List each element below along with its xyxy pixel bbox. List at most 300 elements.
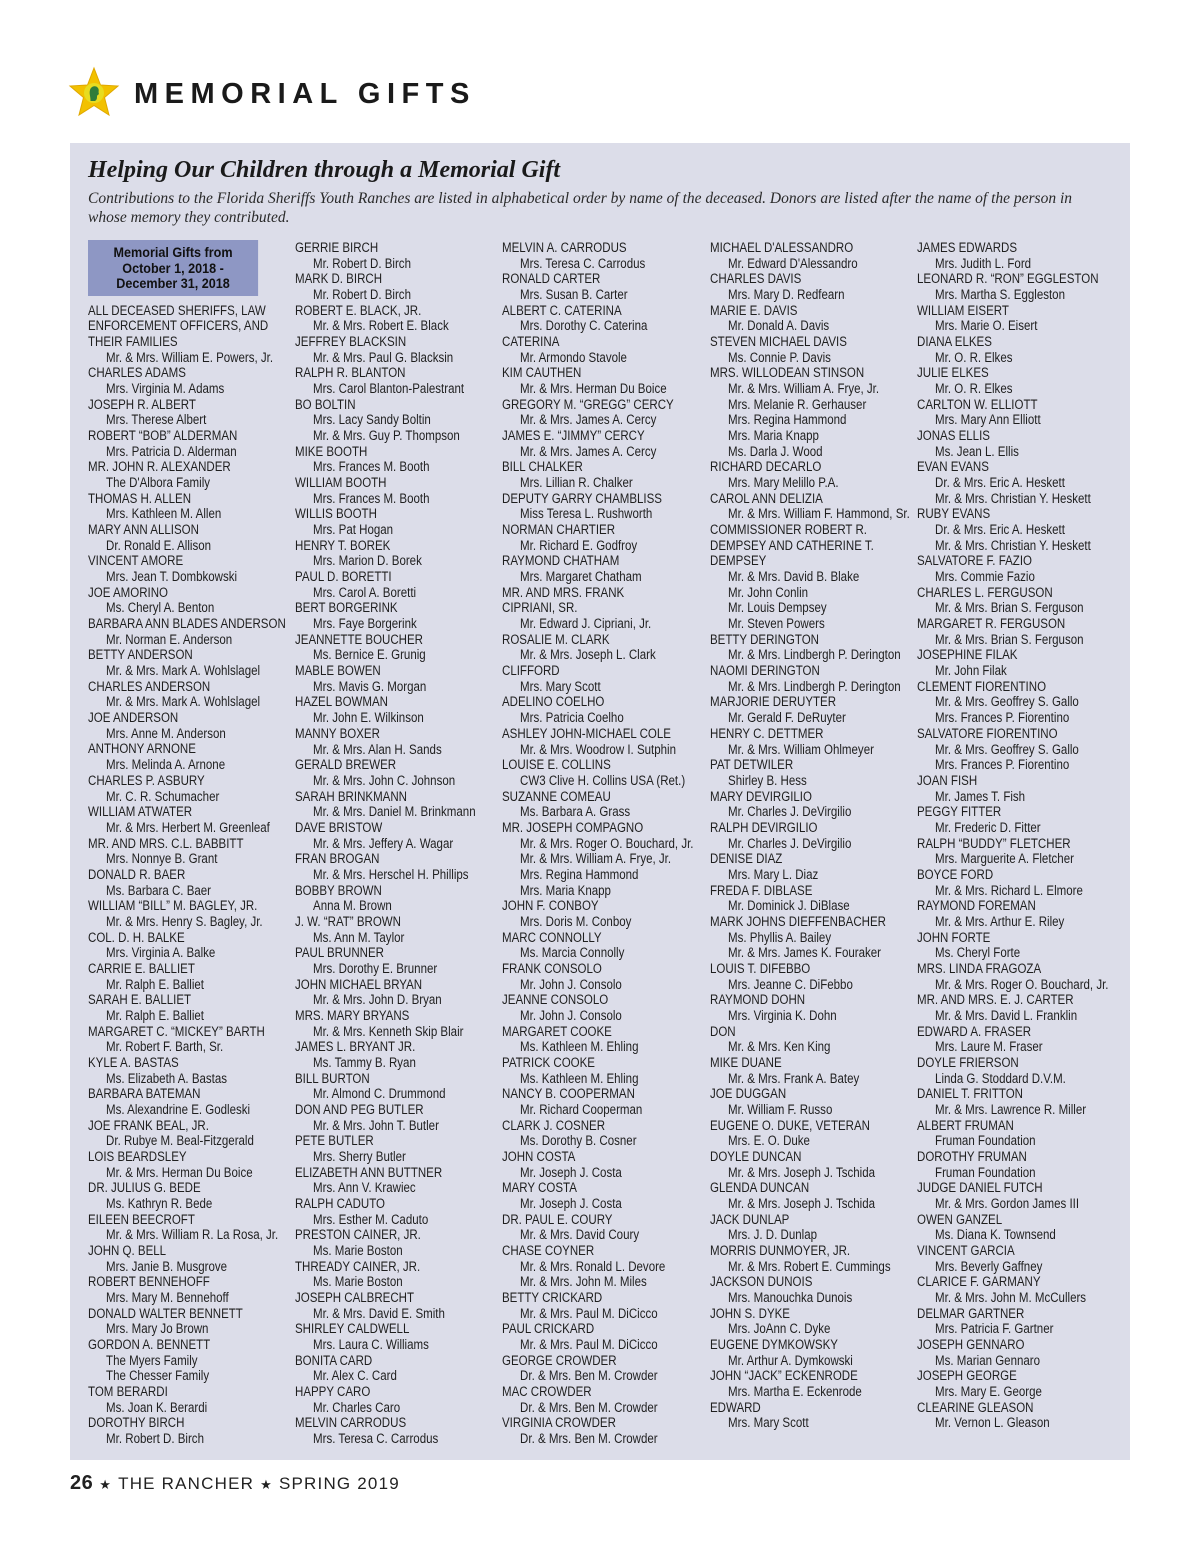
donor-name: Mrs. Mary Ann Elliott: [935, 412, 1041, 428]
donor-name: Dr. & Mrs. Ben M. Crowder: [520, 1431, 658, 1447]
deceased-name: PAT DETWILER: [710, 757, 794, 773]
deceased-name: J. W. “RAT” BROWN: [295, 913, 401, 929]
donor-name: Mr. & Mrs. John T. Butler: [313, 1117, 439, 1133]
deceased-name: STEVEN MICHAEL DAVIS: [710, 334, 847, 350]
deceased-name: CIPRIANI, SR.: [502, 600, 578, 616]
donor-name: Mrs. Melanie R. Gerhauser: [728, 396, 867, 412]
deceased-name: MRS. LINDA FRAGOZA: [917, 960, 1042, 976]
donor-name: Mr. Alex C. Card: [313, 1368, 397, 1384]
donor-name: Mr. & Mrs. Herman Du Boice: [520, 381, 667, 397]
donor-name: Mr. Robert F. Barth, Sr.: [106, 1039, 224, 1055]
donor-name: Ms. Elizabeth A. Bastas: [106, 1070, 228, 1086]
donor-name: Mrs. Frances M. Booth: [313, 490, 430, 506]
deceased-name: MELVIN A. CARRODUS: [502, 240, 627, 255]
deceased-name: JOE ANDERSON: [88, 710, 179, 726]
donor-name: Mrs. Lillian R. Chalker: [520, 475, 633, 491]
donor-name: Mrs. Carol A. Boretti: [313, 584, 417, 600]
donor-name: Mr. & Mrs. Gordon James III: [935, 1195, 1080, 1211]
donor-name: Mrs. J. D. Dunlap: [728, 1227, 818, 1243]
donor-name: Mr. Edward J. Cipriani, Jr.: [520, 616, 652, 632]
deceased-name: DOROTHY FRUMAN: [917, 1148, 1027, 1164]
memorial-column-4: [710, 240, 908, 1431]
deceased-name: DENISE DIAZ: [710, 851, 783, 867]
deceased-name: SALVATORE FIORENTINO: [917, 725, 1058, 741]
donor-name: Mrs. Marguerite A. Fletcher: [935, 851, 1074, 867]
donor-name: Mr. & Mrs. Ronald L. Devore: [520, 1258, 666, 1274]
deceased-name: WILLIAM BOOTH: [295, 475, 387, 491]
donor-name: Mrs. Janie B. Musgrove: [106, 1258, 228, 1274]
deceased-name: CHARLES ANDERSON: [88, 678, 211, 694]
deceased-name: ASHLEY JOHN-MICHAEL COLE: [502, 725, 671, 741]
deceased-name: BETTY ANDERSON: [88, 647, 193, 663]
donor-name: Mrs. Commie Fazio: [935, 569, 1035, 585]
donor-name: Ms. Barbara A. Grass: [520, 804, 631, 820]
donor-name: Mr. William F. Russo: [728, 1101, 833, 1117]
donor-name: Mr. Richard Cooperman: [520, 1101, 643, 1117]
deceased-name: RALPH R. BLANTON: [295, 365, 406, 381]
donor-name: Mr. & Mrs. Paul G. Blacksin: [313, 349, 454, 365]
deceased-name: JACK DUNLAP: [710, 1211, 790, 1227]
deceased-name: DEMPSEY: [710, 553, 767, 569]
donor-name: Mrs. JoAnn C. Dyke: [728, 1321, 831, 1337]
deceased-name: JOAN FISH: [917, 772, 978, 788]
donor-name: Ms. Marie Boston: [313, 1274, 403, 1290]
donor-name: Ms. Dorothy B. Cosner: [520, 1133, 637, 1149]
donor-name: Mr. & Mrs. Richard L. Elmore: [935, 882, 1083, 898]
deceased-name: ANTHONY ARNONE: [88, 741, 196, 757]
donor-name: Mrs. Patricia Coelho: [520, 710, 624, 726]
donor-name: Ms. Alexandrine E. Godleski: [106, 1101, 251, 1117]
donor-name: Mr. Robert D. Birch: [106, 1431, 204, 1447]
donor-name: Ms. Bernice E. Grunig: [313, 647, 426, 663]
deceased-name: CARLTON W. ELLIOTT: [917, 396, 1038, 412]
date-range-line: October 1, 2018 -: [122, 259, 224, 276]
donor-name: Mr. & Mrs. Kenneth Skip Blair: [313, 1023, 464, 1039]
donor-name: Mrs. Kathleen M. Allen: [106, 506, 222, 522]
memorial-column-1: [88, 240, 286, 1447]
donor-name: Mr. & Mrs. Ken King: [728, 1039, 831, 1055]
donor-name: Mrs. Anne M. Anderson: [106, 725, 226, 741]
deceased-name: DONALD WALTER BENNETT: [88, 1305, 243, 1321]
deceased-name: SARAH E. BALLIET: [88, 992, 192, 1008]
donor-name: Mrs. Manouchka Dunois: [728, 1290, 853, 1306]
deceased-name: DANIEL T. FRITTON: [917, 1086, 1024, 1102]
deceased-name: JULIE ELKES: [917, 365, 989, 381]
deceased-name: CLEMENT FIORENTINO: [917, 678, 1047, 694]
donor-name: Mr. & Mrs. Lawrence R. Miller: [935, 1101, 1087, 1117]
deceased-name: THREADY CAINER, JR.: [295, 1258, 421, 1274]
donor-name: Mr. & Mrs. Geoffrey S. Gallo: [935, 694, 1079, 710]
donor-name: Mr. & Mrs. William Ohlmeyer: [728, 741, 874, 757]
deceased-name: RONALD CARTER: [502, 271, 601, 287]
donor-name: Fruman Foundation: [935, 1164, 1036, 1180]
donor-name: Mr. & Mrs. Herschel H. Phillips: [313, 866, 469, 882]
donor-name: Mr. & Mrs. John C. Johnson: [313, 772, 456, 788]
deceased-name: BARBARA ANN BLADES ANDERSON: [88, 616, 286, 632]
donor-name: Mr. & Mrs. Henry S. Bagley, Jr.: [106, 913, 263, 929]
donor-name: Mr. & Mrs. Herman Du Boice: [106, 1164, 253, 1180]
donor-name: Mr. & Mrs. Joseph L. Clark: [520, 647, 656, 663]
deceased-name: ALBERT FRUMAN: [917, 1117, 1014, 1133]
donor-name: Mr. & Mrs. Joseph J. Tschida: [728, 1195, 876, 1211]
deceased-name: VINCENT GARCIA: [917, 1243, 1015, 1258]
deceased-name: DR. PAUL E. COURY: [502, 1211, 613, 1227]
donor-name: Mrs. Teresa C. Carrodus: [520, 255, 646, 271]
donor-name: Mrs. Mary Melillo P.A.: [728, 475, 839, 491]
donor-name: Mr. Norman E. Anderson: [106, 631, 233, 647]
deceased-name: ALL DECEASED SHERIFFS, LAW: [88, 302, 266, 318]
donor-name: Mrs. Melinda A. Arnone: [106, 757, 226, 773]
donor-name: Mrs. Mary Scott: [728, 1415, 809, 1431]
donor-name: Mr. & Mrs. Daniel M. Brinkmann: [313, 804, 476, 820]
deceased-name: GREGORY M. “GREGG” CERCY: [502, 396, 674, 412]
donor-name: Ms. Kathleen M. Ehling: [520, 1070, 639, 1086]
donor-name: Mrs. Virginia M. Adams: [106, 381, 225, 397]
deceased-name: BARBARA BATEMAN: [88, 1086, 201, 1102]
deceased-name: HENRY T. BOREK: [295, 537, 391, 553]
donor-name: Mr. & Mrs. Alan H. Sands: [313, 741, 442, 757]
deceased-name: ELIZABETH ANN BUTTNER: [295, 1164, 443, 1180]
deceased-name: JOSEPHINE FILAK: [917, 647, 1018, 663]
deceased-name: JOHN COSTA: [502, 1148, 576, 1164]
donor-name: Mr. & Mrs. John D. Bryan: [313, 992, 442, 1008]
donor-name: Mr. Charles J. DeVirgilio: [728, 835, 852, 851]
deceased-name: CHARLES L. FERGUSON: [917, 584, 1053, 600]
deceased-name: MARC CONNOLLY: [502, 929, 602, 945]
deceased-name: CLIFFORD: [502, 663, 560, 679]
deceased-name: SARAH BRINKMANN: [295, 788, 407, 804]
deceased-name: JOHN “JACK” ECKENRODE: [710, 1368, 858, 1384]
donor-name: Mr. & Mrs. James A. Cercy: [520, 412, 657, 428]
deceased-name: MARGARET COOKE: [502, 1023, 612, 1039]
donor-name: Mrs. Laura C. Williams: [313, 1337, 429, 1353]
deceased-name: JAMES EDWARDS: [917, 240, 1018, 255]
deceased-name: RALPH DEVIRGILIO: [710, 819, 818, 835]
deceased-name: LOUIS T. DIFEBBO: [710, 960, 811, 976]
deceased-name: MARGARET R. FERGUSON: [917, 616, 1066, 632]
page-title: MEMORIAL GIFTS: [134, 78, 476, 110]
deceased-name: MR. AND MRS. E. J. CARTER: [917, 992, 1074, 1008]
donor-name: Mrs. Laure M. Fraser: [935, 1039, 1043, 1055]
deceased-name: JEFFREY BLACKSIN: [295, 334, 407, 350]
deceased-name: EDWARD A. FRASER: [917, 1023, 1032, 1039]
deceased-name: MANNY BOXER: [295, 725, 380, 741]
donor-name: Mr. & Mrs. James K. Fouraker: [728, 945, 882, 961]
donor-name: Mrs. Esther M. Caduto: [313, 1211, 429, 1227]
donor-name: Ms. Kathryn R. Bede: [106, 1195, 213, 1211]
donor-name: Mr. Frederic D. Fitter: [935, 819, 1041, 835]
deceased-name: JAMES L. BRYANT JR.: [295, 1039, 416, 1055]
deceased-name: EUGENE DYMKOWSKY: [710, 1337, 838, 1353]
donor-name: Ms. Darla J. Wood: [728, 443, 823, 459]
deceased-name: DEMPSEY AND CATHERINE T.: [710, 537, 874, 553]
deceased-name: VIRGINIA CROWDER: [502, 1415, 616, 1431]
deceased-name: DON AND PEG BUTLER: [295, 1101, 424, 1117]
donor-name: Mr. & Mrs. Brian S. Ferguson: [935, 631, 1084, 647]
donor-name: Mr. & Mrs. Robert E. Cummings: [728, 1258, 891, 1274]
donor-name: Mrs. Regina Hammond: [520, 866, 639, 882]
donor-name: CW3 Clive H. Collins USA (Ret.): [520, 772, 686, 788]
deceased-name: SUZANNE COMEAU: [502, 788, 611, 804]
memorial-column-5: [917, 240, 1115, 1431]
donor-name: Mr. Ralph E. Balliet: [106, 976, 204, 992]
deceased-name: EUGENE O. DUKE, VETERAN: [710, 1117, 870, 1133]
intro-paragraph: Contributions to the Florida Sheriffs Youth Ranches are listed in alphabetical order by name of the deceased. Donors are listed after the name of the person in whose memory they contributed.: [88, 190, 1073, 226]
donor-name: Mrs. Mary M. Bennehoff: [106, 1290, 229, 1305]
donor-name: Mr. Vernon L. Gleason: [935, 1415, 1050, 1431]
donor-name: Mr. & Mrs. Guy P. Thompson: [313, 428, 460, 444]
deceased-name: PRESTON CAINER, JR.: [295, 1227, 421, 1243]
deceased-name: CARRIE E. BALLIET: [88, 960, 195, 976]
donor-name: Mrs. Mavis G. Morgan: [313, 678, 427, 694]
donor-name: Ms. Marian Gennaro: [935, 1352, 1041, 1368]
donor-name: Mr. & Mrs. David Coury: [520, 1227, 640, 1243]
donor-name: Mr. & Mrs. Lindbergh P. Derington: [728, 678, 901, 694]
deceased-name: JOHN FORTE: [917, 929, 991, 945]
donor-name: Ms. Kathleen M. Ehling: [520, 1039, 639, 1055]
deceased-name: MORRIS DUNMOYER, JR.: [710, 1243, 851, 1258]
donor-name: Ms. Marie Boston: [313, 1243, 403, 1258]
deceased-name: DOYLE DUNCAN: [710, 1148, 802, 1164]
donor-name: Mr. & Mrs. Mark A. Wohlslagel: [106, 694, 261, 710]
deceased-name: JOE FRANK BEAL, JR.: [88, 1117, 209, 1133]
deceased-name: CHARLES DAVIS: [710, 271, 802, 287]
deceased-name: DEPUTY GARRY CHAMBLISS: [502, 490, 663, 506]
deceased-name: LOIS BEARDSLEY: [88, 1148, 187, 1164]
deceased-name: SHIRLEY CALDWELL: [295, 1321, 410, 1337]
deceased-name: GERALD BREWER: [295, 757, 397, 773]
donor-name: Mrs. Pat Hogan: [313, 522, 394, 538]
deceased-name: ROSALIE M. CLARK: [502, 631, 610, 647]
deceased-name: ROBERT E. BLACK, JR.: [295, 302, 422, 318]
deceased-name: RAYMOND DOHN: [710, 992, 806, 1008]
donor-name: Ms. Tammy B. Ryan: [313, 1054, 416, 1070]
deceased-name: RAYMOND CHATHAM: [502, 553, 620, 569]
deceased-name: ADELINO COELHO: [502, 694, 605, 710]
donor-name: Mr. & Mrs. Lindbergh P. Derington: [728, 647, 901, 663]
deceased-name: MARY DEVIRGILIO: [710, 788, 812, 804]
donor-name: Mrs. Jeanne C. DiFebbo: [728, 976, 853, 992]
deceased-name: GERRIE BIRCH: [295, 240, 379, 255]
page-number: 26: [70, 1472, 94, 1494]
deceased-name: DIANA ELKES: [917, 334, 992, 350]
donor-name: Mrs. Martha S. Eggleston: [935, 287, 1065, 303]
deceased-name: RUBY EVANS: [917, 506, 991, 522]
deceased-name: CHARLES ADAMS: [88, 365, 186, 381]
star-separator-icon: ★: [260, 1477, 273, 1492]
deceased-name: ALBERT C. CATERINA: [502, 302, 622, 318]
donor-name: Mr. Robert D. Birch: [313, 255, 411, 271]
deceased-name: GORDON A. BENNETT: [88, 1337, 211, 1353]
donor-name: Mr. & Mrs. Roger O. Bouchard, Jr.: [520, 835, 694, 851]
deceased-name: JEANNE CONSOLO: [502, 992, 609, 1008]
donor-name: Mr. & Mrs. Paul M. DiCicco: [520, 1337, 658, 1353]
deceased-name: KYLE A. BASTAS: [88, 1054, 179, 1070]
donor-name: Mr. Dominick J. DiBlase: [728, 898, 850, 914]
donor-name: Shirley B. Hess: [728, 772, 807, 788]
donor-name: Ms. Barbara C. Baer: [106, 882, 212, 898]
deceased-name: MR. AND MRS. FRANK: [502, 584, 625, 600]
deceased-name: COMMISSIONER ROBERT R.: [710, 522, 867, 538]
donor-name: Ms. Ann M. Taylor: [313, 929, 405, 945]
deceased-name: RALPH “BUDDY” FLETCHER: [917, 835, 1071, 851]
donor-name: Mr. Edward D'Alessandro: [728, 255, 858, 271]
donor-name: Ms. Phyllis A. Bailey: [728, 929, 832, 945]
donor-name: Mr. & Mrs. James A. Cercy: [520, 443, 657, 459]
donor-name: Mrs. Dorothy E. Brunner: [313, 960, 438, 976]
donor-name: Mrs. Dorothy C. Caterina: [520, 318, 648, 334]
deceased-name: MARGARET C. “MICKEY” BARTH: [88, 1023, 265, 1039]
donor-name: Dr. Rubye M. Beal-Fitzgerald: [106, 1133, 254, 1149]
deceased-name: JOSEPH GEORGE: [917, 1368, 1017, 1384]
deceased-name: HAPPY CARO: [295, 1384, 371, 1400]
donor-name: Mrs. Frances P. Fiorentino: [935, 710, 1070, 726]
donor-name: Mr. Robert D. Birch: [313, 287, 411, 303]
deceased-name: GLENDA DUNCAN: [710, 1180, 810, 1196]
donor-name: Mr. John E. Wilkinson: [313, 710, 424, 726]
donor-name: Mr. C. R. Schumacher: [106, 788, 220, 804]
deceased-name: DAVE BRISTOW: [295, 819, 383, 835]
donor-name: Linda G. Stoddard D.V.M.: [935, 1070, 1066, 1086]
donor-name: Mr. & Mrs. William E. Powers, Jr.: [106, 349, 274, 365]
deceased-name: KIM CAUTHEN: [502, 365, 582, 381]
donor-name: Mr. & Mrs. Brian S. Ferguson: [935, 600, 1084, 616]
deceased-name: JACKSON DUNOIS: [710, 1274, 813, 1290]
deceased-name: THOMAS H. ALLEN: [88, 490, 192, 506]
deceased-name: GEORGE CROWDER: [502, 1352, 617, 1368]
donor-name: Mr. & Mrs. David B. Blake: [728, 569, 860, 585]
memorial-column-2: [295, 240, 493, 1447]
deceased-name: BILL BURTON: [295, 1070, 370, 1086]
deceased-name: JOHN S. DYKE: [710, 1305, 790, 1321]
deceased-name: JONAS ELLIS: [917, 428, 990, 444]
donor-name: Anna M. Brown: [313, 898, 392, 914]
deceased-name: MICHAEL D'ALESSANDRO: [710, 240, 854, 255]
donor-name: Mr. & Mrs. Jeffery A. Wagar: [313, 835, 454, 851]
donor-name: Mrs. Frances M. Booth: [313, 459, 430, 475]
deceased-name: FRAN BROGAN: [295, 851, 380, 867]
donor-name: The Myers Family: [106, 1352, 198, 1368]
donor-name: Mrs. Therese Albert: [106, 412, 207, 428]
deceased-name: ROBERT BENNEHOFF: [88, 1274, 210, 1290]
deceased-name: MIKE BOOTH: [295, 443, 368, 459]
deceased-name: MARK D. BIRCH: [295, 271, 383, 287]
donor-name: Mrs. Regina Hammond: [728, 412, 847, 428]
deceased-name: RICHARD DECARLO: [710, 459, 822, 475]
donor-name: Mr. & Mrs. John M. Miles: [520, 1274, 647, 1290]
deceased-name: ENFORCEMENT OFFICERS, AND: [88, 318, 269, 334]
donor-name: Mr. Gerald F. DeRuyter: [728, 710, 846, 726]
donor-name: Mr. Almond C. Drummond: [313, 1086, 446, 1102]
deceased-name: CLARICE F. GARMANY: [917, 1274, 1041, 1290]
donor-name: Mrs. Virginia A. Balke: [106, 945, 216, 961]
deceased-name: MARY COSTA: [502, 1180, 577, 1196]
donor-name: Mrs. Carol Blanton-Palestrant: [313, 381, 465, 397]
donor-name: Mr. & Mrs. Arthur E. Riley: [935, 913, 1065, 929]
deceased-name: THEIR FAMILIES: [88, 334, 178, 350]
deceased-name: MIKE DUANE: [710, 1054, 782, 1070]
deceased-name: CAROL ANN DELIZIA: [710, 490, 823, 506]
donor-name: Mrs. Mary E. George: [935, 1384, 1042, 1400]
donor-name: Mrs. Mary Jo Brown: [106, 1321, 209, 1337]
donor-name: Mr. O. R. Elkes: [935, 349, 1013, 365]
deceased-name: MARY ANN ALLISON: [88, 522, 199, 538]
donor-name: Mrs. Teresa C. Carrodus: [313, 1431, 439, 1447]
donor-name: Mrs. Susan B. Carter: [520, 287, 628, 303]
deceased-name: BOBBY BROWN: [295, 882, 382, 898]
deceased-name: PAUL D. BORETTI: [295, 569, 392, 585]
donor-name: Mr. Charles J. DeVirgilio: [728, 804, 852, 820]
deceased-name: MR. JOHN R. ALEXANDER: [88, 459, 231, 475]
deceased-name: PEGGY FITTER: [917, 804, 1002, 820]
date-range-line: December 31, 2018: [116, 275, 230, 291]
donor-name: Mr. Richard E. Godfroy: [520, 537, 638, 553]
donor-name: Mr. James T. Fish: [935, 788, 1026, 804]
donor-name: Dr. & Mrs. Eric A. Heskett: [935, 475, 1065, 491]
donor-name: Fruman Foundation: [935, 1133, 1036, 1149]
donor-name: The D'Albora Family: [106, 475, 211, 491]
deceased-name: NORMAN CHARTIER: [502, 522, 616, 538]
deceased-name: PATRICK COOKE: [502, 1054, 596, 1070]
donor-name: Mrs. Beverly Gaffney: [935, 1258, 1043, 1274]
deceased-name: RAYMOND FOREMAN: [917, 898, 1036, 914]
donor-name: Mr. John J. Consolo: [520, 976, 622, 992]
deceased-name: MABLE BOWEN: [295, 663, 381, 679]
donor-name: Mrs. Nonnye B. Grant: [106, 851, 218, 867]
deceased-name: TOM BERARDI: [88, 1384, 168, 1400]
deceased-name: BOYCE FORD: [917, 866, 994, 882]
deceased-name: MR. AND MRS. C.L. BABBITT: [88, 835, 244, 851]
page-footer: [70, 1470, 400, 1498]
donor-name: Mr. & Mrs. Christian Y. Heskett: [935, 490, 1091, 506]
deceased-name: JUDGE DANIEL FUTCH: [917, 1180, 1043, 1196]
deceased-name: PAUL CRICKARD: [502, 1321, 595, 1337]
deceased-name: DON: [710, 1023, 736, 1039]
deceased-name: BONITA CARD: [295, 1352, 373, 1368]
deceased-name: MARK JOHNS DIEFFENBACHER: [710, 913, 886, 929]
deceased-name: HAZEL BOWMAN: [295, 694, 389, 710]
donor-name: Mr. & Mrs. Mark A. Wohlslagel: [106, 663, 261, 679]
deceased-name: CHARLES P. ASBURY: [88, 772, 205, 788]
deceased-name: JOE AMORINO: [88, 584, 168, 600]
donor-name: Mr. John Conlin: [728, 584, 809, 600]
deceased-name: JOHN Q. BELL: [88, 1242, 167, 1258]
deceased-name: FREDA F. DIBLASE: [710, 882, 813, 898]
donor-name: Mr. & Mrs. William R. La Rosa, Jr.: [106, 1227, 279, 1243]
memorial-column-3: [502, 240, 700, 1447]
donor-name: Mrs. Martha E. Eckenrode: [728, 1384, 862, 1400]
donor-name: Mrs. Frances P. Fiorentino: [935, 757, 1070, 773]
donor-name: Mrs. Margaret Chatham: [520, 569, 642, 585]
donor-name: Mr. Joseph J. Costa: [520, 1164, 622, 1180]
donor-name: Ms. Diana K. Townsend: [935, 1227, 1056, 1243]
donor-name: Mr. & Mrs. William F. Hammond, Sr.: [728, 506, 910, 522]
donor-name: Mr. & Mrs. John M. McCullers: [935, 1290, 1087, 1306]
donor-name: Mrs. Mary L. Diaz: [728, 866, 819, 882]
deceased-name: NANCY B. COOPERMAN: [502, 1086, 635, 1102]
issue-date: SPRING 2019: [278, 1474, 400, 1493]
donor-name: Mrs. Maria Knapp: [728, 428, 819, 444]
donor-name: Ms. Joan K. Berardi: [106, 1399, 208, 1415]
deceased-name: CATERINA: [502, 334, 560, 350]
deceased-name: BO BOLTIN: [295, 396, 356, 412]
deceased-name: MAC CROWDER: [502, 1384, 592, 1400]
deceased-name: MELVIN CARRODUS: [295, 1415, 407, 1431]
deceased-name: RALPH CADUTO: [295, 1195, 386, 1211]
star-separator-icon: ★: [99, 1477, 113, 1492]
donor-name: Mrs. Lacy Sandy Boltin: [313, 412, 431, 428]
deceased-name: MRS. MARY BRYANS: [295, 1007, 410, 1023]
